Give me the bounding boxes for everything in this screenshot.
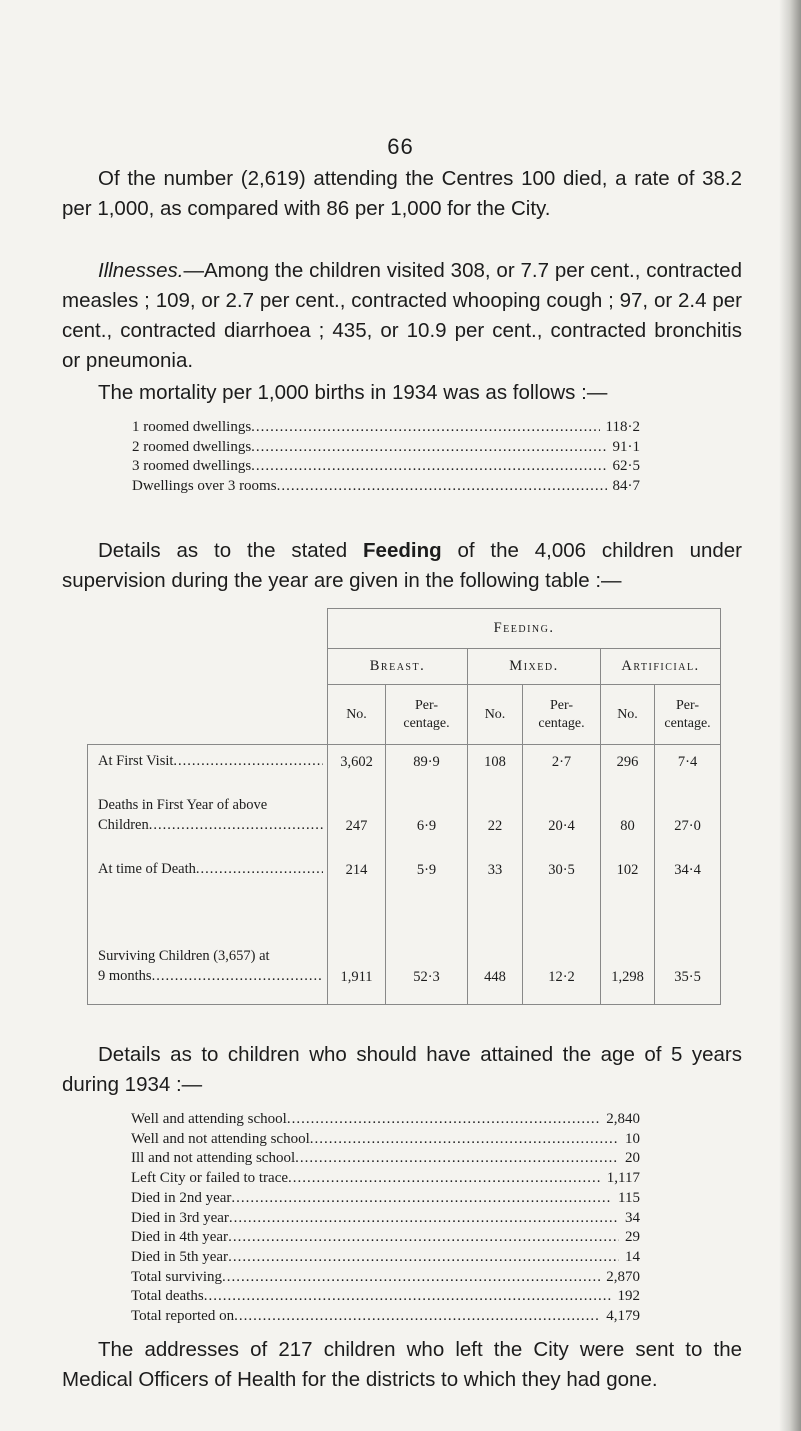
cell: 2·7 <box>523 745 601 777</box>
group-header-breast: Breast. <box>328 649 468 685</box>
list-item: Well and attending school ..... 2,840 <box>131 1110 640 1130</box>
list-item: Died in 5th year ..... 14 <box>131 1248 640 1268</box>
table-title: Feeding. <box>328 609 721 649</box>
row-label: Deaths in First Year of above Children ..... <box>88 777 328 841</box>
mortality-list <box>132 418 640 497</box>
page-edge-shadow <box>779 0 801 1431</box>
group-header-artificial: Artificial. <box>601 649 721 685</box>
column-header-no: No. <box>601 685 655 745</box>
feeding-bold: Feeding <box>363 539 442 562</box>
paragraph-feeding-intro: Details as to the stated Feeding of the 4,006 children under supervision during the year are given in the following table :— <box>62 539 743 592</box>
feeding-table <box>87 608 721 1005</box>
paragraph-addresses: The addresses of 217 children who left the City were sent to the Medical Officers of Health for the districts to which they had gone. <box>62 1338 742 1391</box>
paragraph-age-five-intro: Details as to children who should have attained the age of 5 years during 1934 :— <box>62 1043 742 1096</box>
row-label: Surviving Children (3,657) at 9 months ..... <box>88 885 328 1005</box>
cell: 7·4 <box>655 745 721 777</box>
list-item: 3 roomed dwellings ..... 62·5 <box>132 457 640 477</box>
illnesses-text: —Among the children visited 308, or 7.7 per cent., contracted measles ; 109, or 2.7 per cent., contracted whooping cough ; 97, or 2.4 per cent., contracted diarrhoea ; 435, or 10.9 per cent., contracted bronchitis or pneumonia. <box>62 259 742 372</box>
list-item: Left City or failed to trace ..... 1,117 <box>131 1169 640 1189</box>
cell: 214 <box>328 841 386 885</box>
column-header-no: No. <box>468 685 523 745</box>
cell: 102 <box>601 841 655 885</box>
cell: 12·2 <box>523 885 601 1005</box>
list-item: Well and not attending school ..... 10 <box>131 1130 640 1150</box>
cell: 27·0 <box>655 777 721 841</box>
cell: 33 <box>468 841 523 885</box>
column-header-percentage: Per- centage. <box>523 685 601 745</box>
cell: 20·4 <box>523 777 601 841</box>
list-item: Died in 4th year ..... 29 <box>131 1228 640 1248</box>
attained-list <box>131 1110 640 1327</box>
list-item: 1 roomed dwellings ..... 118·2 <box>132 418 640 438</box>
cell: 6·9 <box>386 777 468 841</box>
cell: 448 <box>468 885 523 1005</box>
row-label: At First Visit ..... <box>88 745 328 777</box>
cell: 52·3 <box>386 885 468 1005</box>
table-corner <box>88 609 328 745</box>
cell: 34·4 <box>655 841 721 885</box>
table-row <box>88 745 721 777</box>
cell: 3,602 <box>328 745 386 777</box>
paragraph-mortality-intro: The mortality per 1,000 births in 1934 was as follows :— <box>98 381 608 404</box>
column-header-percentage: Per- centage. <box>655 685 721 745</box>
list-item: Total surviving ..... 2,870 <box>131 1268 640 1288</box>
table-row <box>88 841 721 885</box>
list-item: Ill and not attending school ..... 20 <box>131 1149 640 1169</box>
cell: 89·9 <box>386 745 468 777</box>
group-header-mixed: Mixed. <box>468 649 601 685</box>
paragraph-illnesses <box>62 256 742 376</box>
row-label: At time of Death ..... <box>88 841 328 885</box>
cell: 247 <box>328 777 386 841</box>
cell: 30·5 <box>523 841 601 885</box>
cell: 22 <box>468 777 523 841</box>
cell: 108 <box>468 745 523 777</box>
cell: 1,298 <box>601 885 655 1005</box>
column-header-percentage: Per- centage. <box>386 685 468 745</box>
cell: 5·9 <box>386 841 468 885</box>
paragraph-centres-mortality: Of the number (2,619) attending the Centres 100 died, a rate of 38.2 per 1,000, as compared with 86 per 1,000 for the City. <box>62 167 742 220</box>
list-item: Dwellings over 3 rooms ..... 84·7 <box>132 477 640 497</box>
list-item: 2 roomed dwellings ..... 91·1 <box>132 438 640 458</box>
illnesses-heading: Illnesses. <box>98 259 184 282</box>
list-item: Died in 2nd year ..... 115 <box>131 1189 640 1209</box>
page-number: 66 <box>387 134 414 159</box>
list-item: Total reported on ..... 4,179 <box>131 1307 640 1327</box>
cell: 296 <box>601 745 655 777</box>
table-row <box>88 777 721 841</box>
cell: 1,911 <box>328 885 386 1005</box>
column-header-no: No. <box>328 685 386 745</box>
list-item: Died in 3rd year ..... 34 <box>131 1209 640 1229</box>
cell: 80 <box>601 777 655 841</box>
cell: 35·5 <box>655 885 721 1005</box>
list-item: Total deaths ..... 192 <box>131 1287 640 1307</box>
table-row <box>88 885 721 1005</box>
